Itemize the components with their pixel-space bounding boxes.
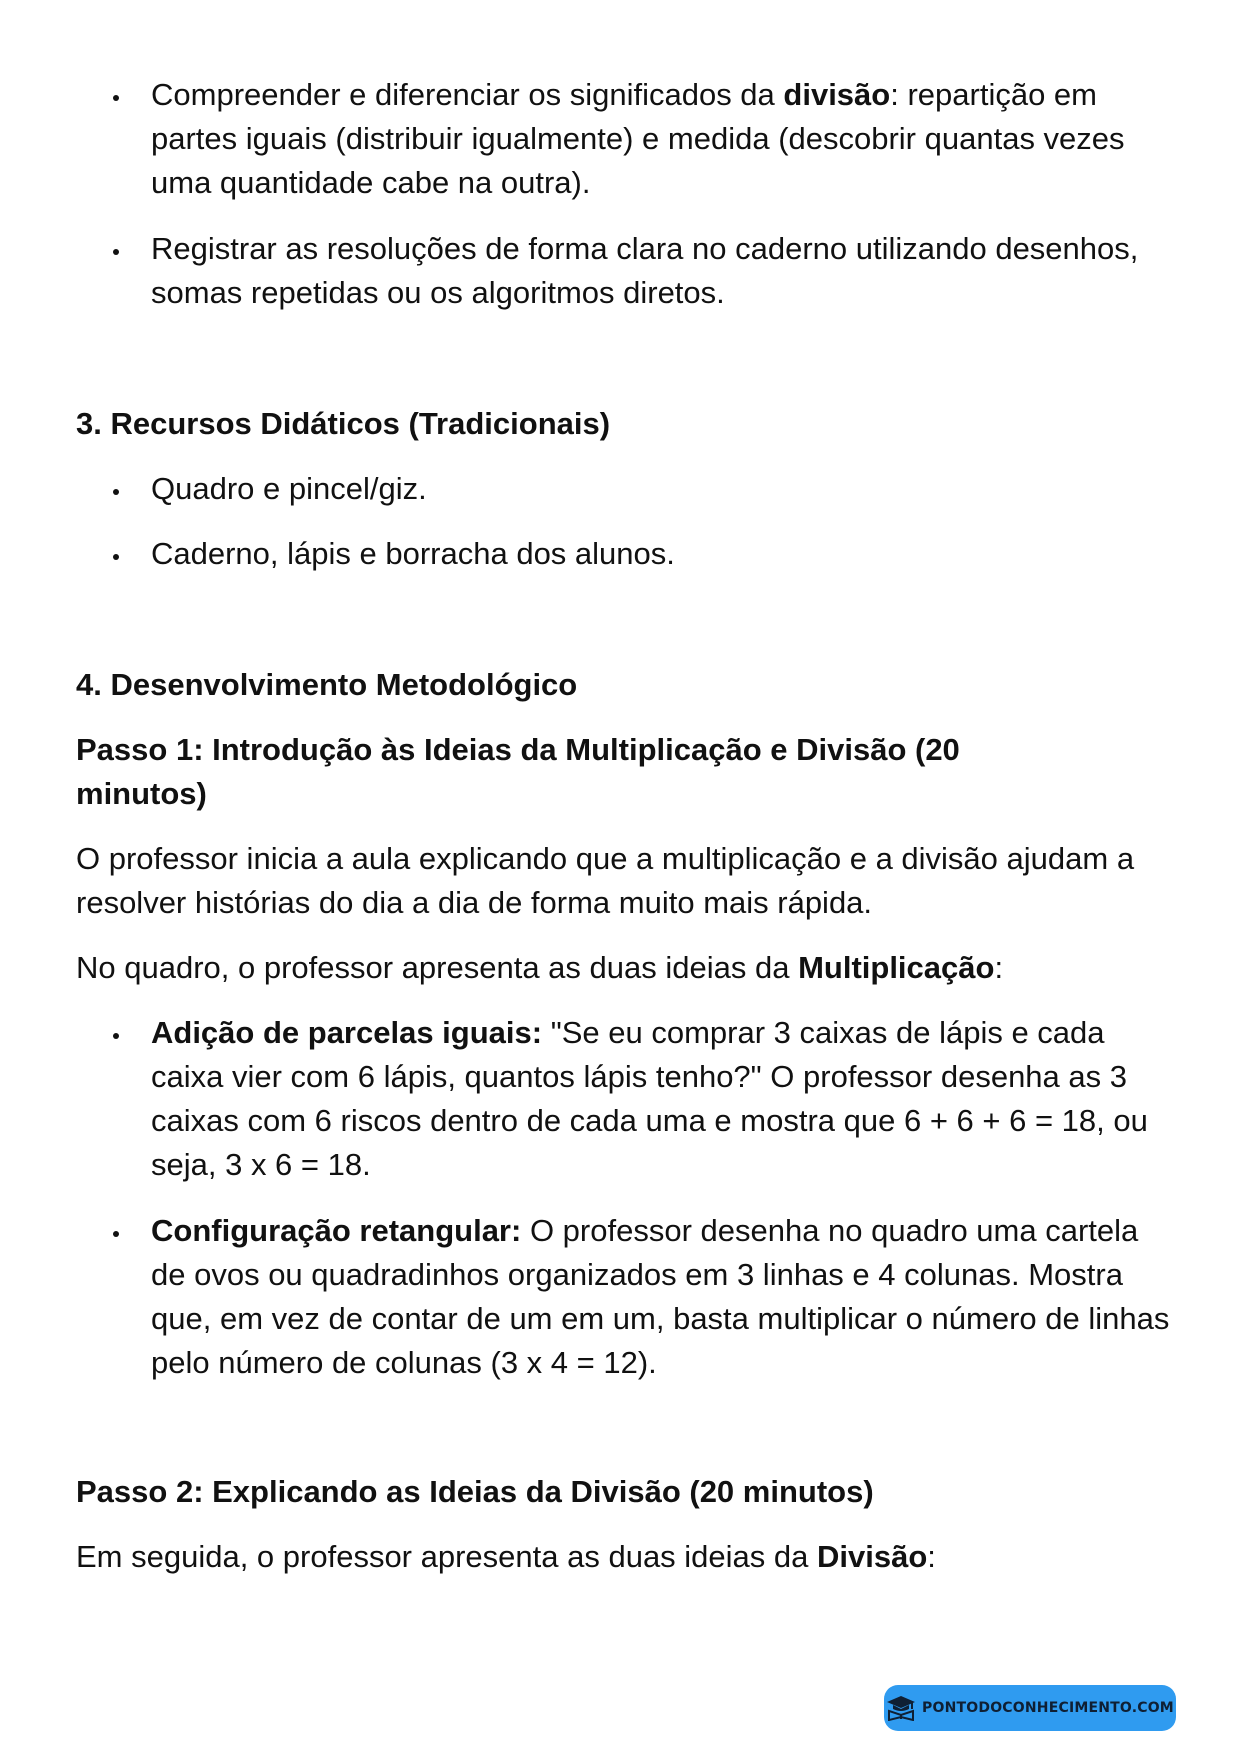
step-1-paragraph-1: O professor inicia a aula explicando que a multiplicação e a divisão ajudam a resolver histórias do dia a dia de forma muito mais rápida.	[76, 841, 1135, 920]
step-2-heading: Passo 2: Explicando as Ideias da Divisão (20 minutos)	[76, 1474, 874, 1509]
step-1-heading: Passo 1: Introdução às Ideias da Multiplicação e Divisão (20 minutos)	[76, 732, 960, 811]
multiplication-ideas-list	[76, 1011, 1176, 1187]
step-2-paragraph: Em seguida, o professor apresenta as duas ideias da Divisão:	[76, 1539, 936, 1574]
section-3-heading: 3. Recursos Didáticos (Tradicionais)	[76, 406, 611, 441]
graduation-book-icon	[886, 1695, 916, 1721]
objectives-list-2	[76, 227, 1176, 315]
list-item: Quadro e pincel/giz.	[76, 467, 1176, 511]
list-item: Compreender e diferenciar os significados da divisão: repartição em partes iguais (distribuir igualmente) e medida (descobrir quantas vezes uma quantidade cabe na outra).	[76, 73, 1176, 205]
section-4-heading: 4. Desenvolvimento Metodológico	[76, 667, 578, 702]
objectives-list	[76, 73, 1176, 205]
list-item: Registrar as resoluções de forma clara no caderno utilizando desenhos, somas repetidas ou os algoritmos diretos.	[76, 227, 1176, 315]
resources-list	[76, 467, 1176, 511]
badge-text: PONTODOCONHECIMENTO.COM	[922, 1700, 1174, 1716]
step-1-paragraph-2: No quadro, o professor apresenta as duas ideias da Multiplicação:	[76, 950, 1004, 985]
list-item: Caderno, lápis e borracha dos alunos.	[76, 532, 1176, 576]
multiplication-ideas-list-2	[76, 1209, 1176, 1385]
site-badge[interactable]	[884, 1685, 1176, 1731]
list-item: Configuração retangular: O professor desenha no quadro uma cartela de ovos ou quadradinhos organizados em 3 linhas e 4 colunas. Mostra que, em vez de contar de um em um, basta multiplicar o número de linhas pelo número de colunas (3 x 4 = 12).	[76, 1209, 1176, 1385]
resources-list-2	[76, 532, 1176, 576]
list-item: Adição de parcelas iguais: "Se eu comprar 3 caixas de lápis e cada caixa vier com 6 lápis, quantos lápis tenho?" O professor desenha as 3 caixas com 6 riscos dentro de cada uma e mostra que 6 + 6 + 6 = 18, ou seja, 3 x 6 = 18.	[76, 1011, 1176, 1187]
